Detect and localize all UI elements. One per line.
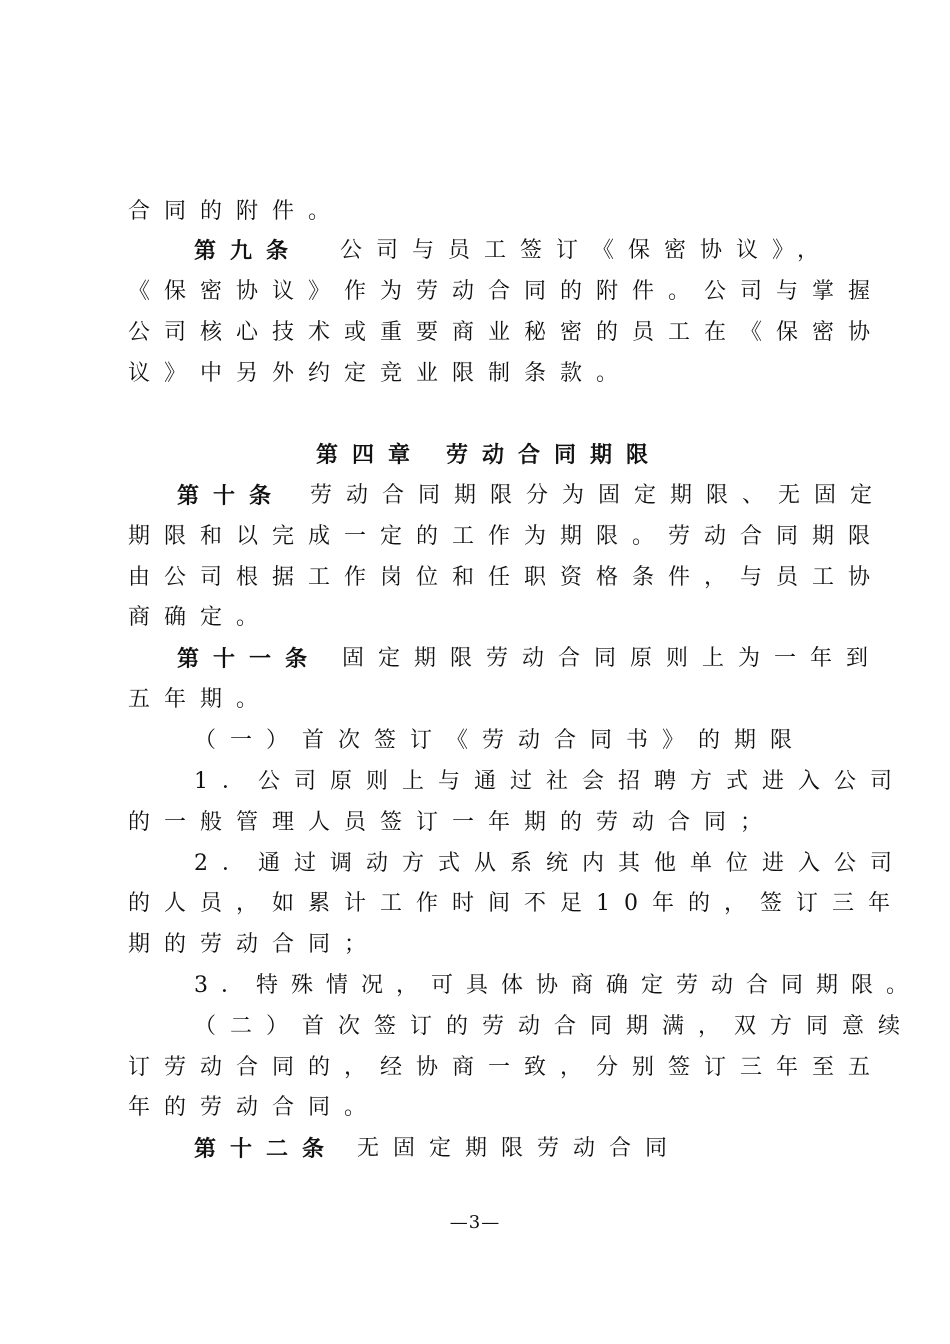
chapter-title: 劳动合同期限 [446,442,663,468]
article-heading: 第十条 [177,483,286,509]
text-line: 固定期限劳动合同原则上为一年到 [342,646,883,671]
text-line: 劳动合同期限分为固定期限、无固定 [310,483,887,508]
article-heading: 第十二条 [194,1136,339,1162]
text-line: 公司与员工签订《保密协议》， [340,238,834,263]
text-line: 议》中另外约定竞业限制条款。 [128,361,633,386]
text-line: （二）首次签订的劳动合同期满，双方同意续 [194,1014,915,1039]
text-line: 2．通过调动方式从系统内其他单位进入公司 [194,851,906,876]
page-number: —3— [449,1212,501,1233]
text-line: 公司核心技术或重要商业秘密的员工在《保密协 [128,320,885,345]
text-line: 期限和以完成一定的工作为期限。劳动合同期限 [128,524,885,549]
text-line: 的人员，如累计工作时间不足10年的，签订三年 [128,891,904,916]
text-line: 《保密协议》作为劳动合同的附件。公司与掌握 [128,279,885,304]
text-line: 由公司根据工作岗位和任职资格条件，与员工协 [128,565,885,590]
article-heading: 第九条 [194,238,303,264]
text-line: （一）首次签订《劳动合同书》的期限 [194,728,807,753]
text-line: 无固定期限劳动合同 [357,1136,682,1161]
text-line: 合同的附件。 [128,199,345,224]
text-line: 年的劳动合同。 [128,1095,381,1120]
text-line: 期的劳动合同； [128,932,381,957]
text-line: 订劳动合同的，经协商一致，分别签订三年至五 [128,1055,885,1080]
text-line: 商确定。 [128,605,273,630]
text-line: 3．特殊情况，可具体协商确定劳动合同期限。 [194,973,921,998]
article-heading: 第十一条 [177,646,322,672]
text-line: 的一般管理人员签订一年期的劳动合同； [128,810,777,835]
chapter-number: 第四章 [316,442,425,468]
text-line: 1．公司原则上与通过社会招聘方式进入公司 [194,769,906,794]
text-line: 五年期。 [128,687,273,712]
